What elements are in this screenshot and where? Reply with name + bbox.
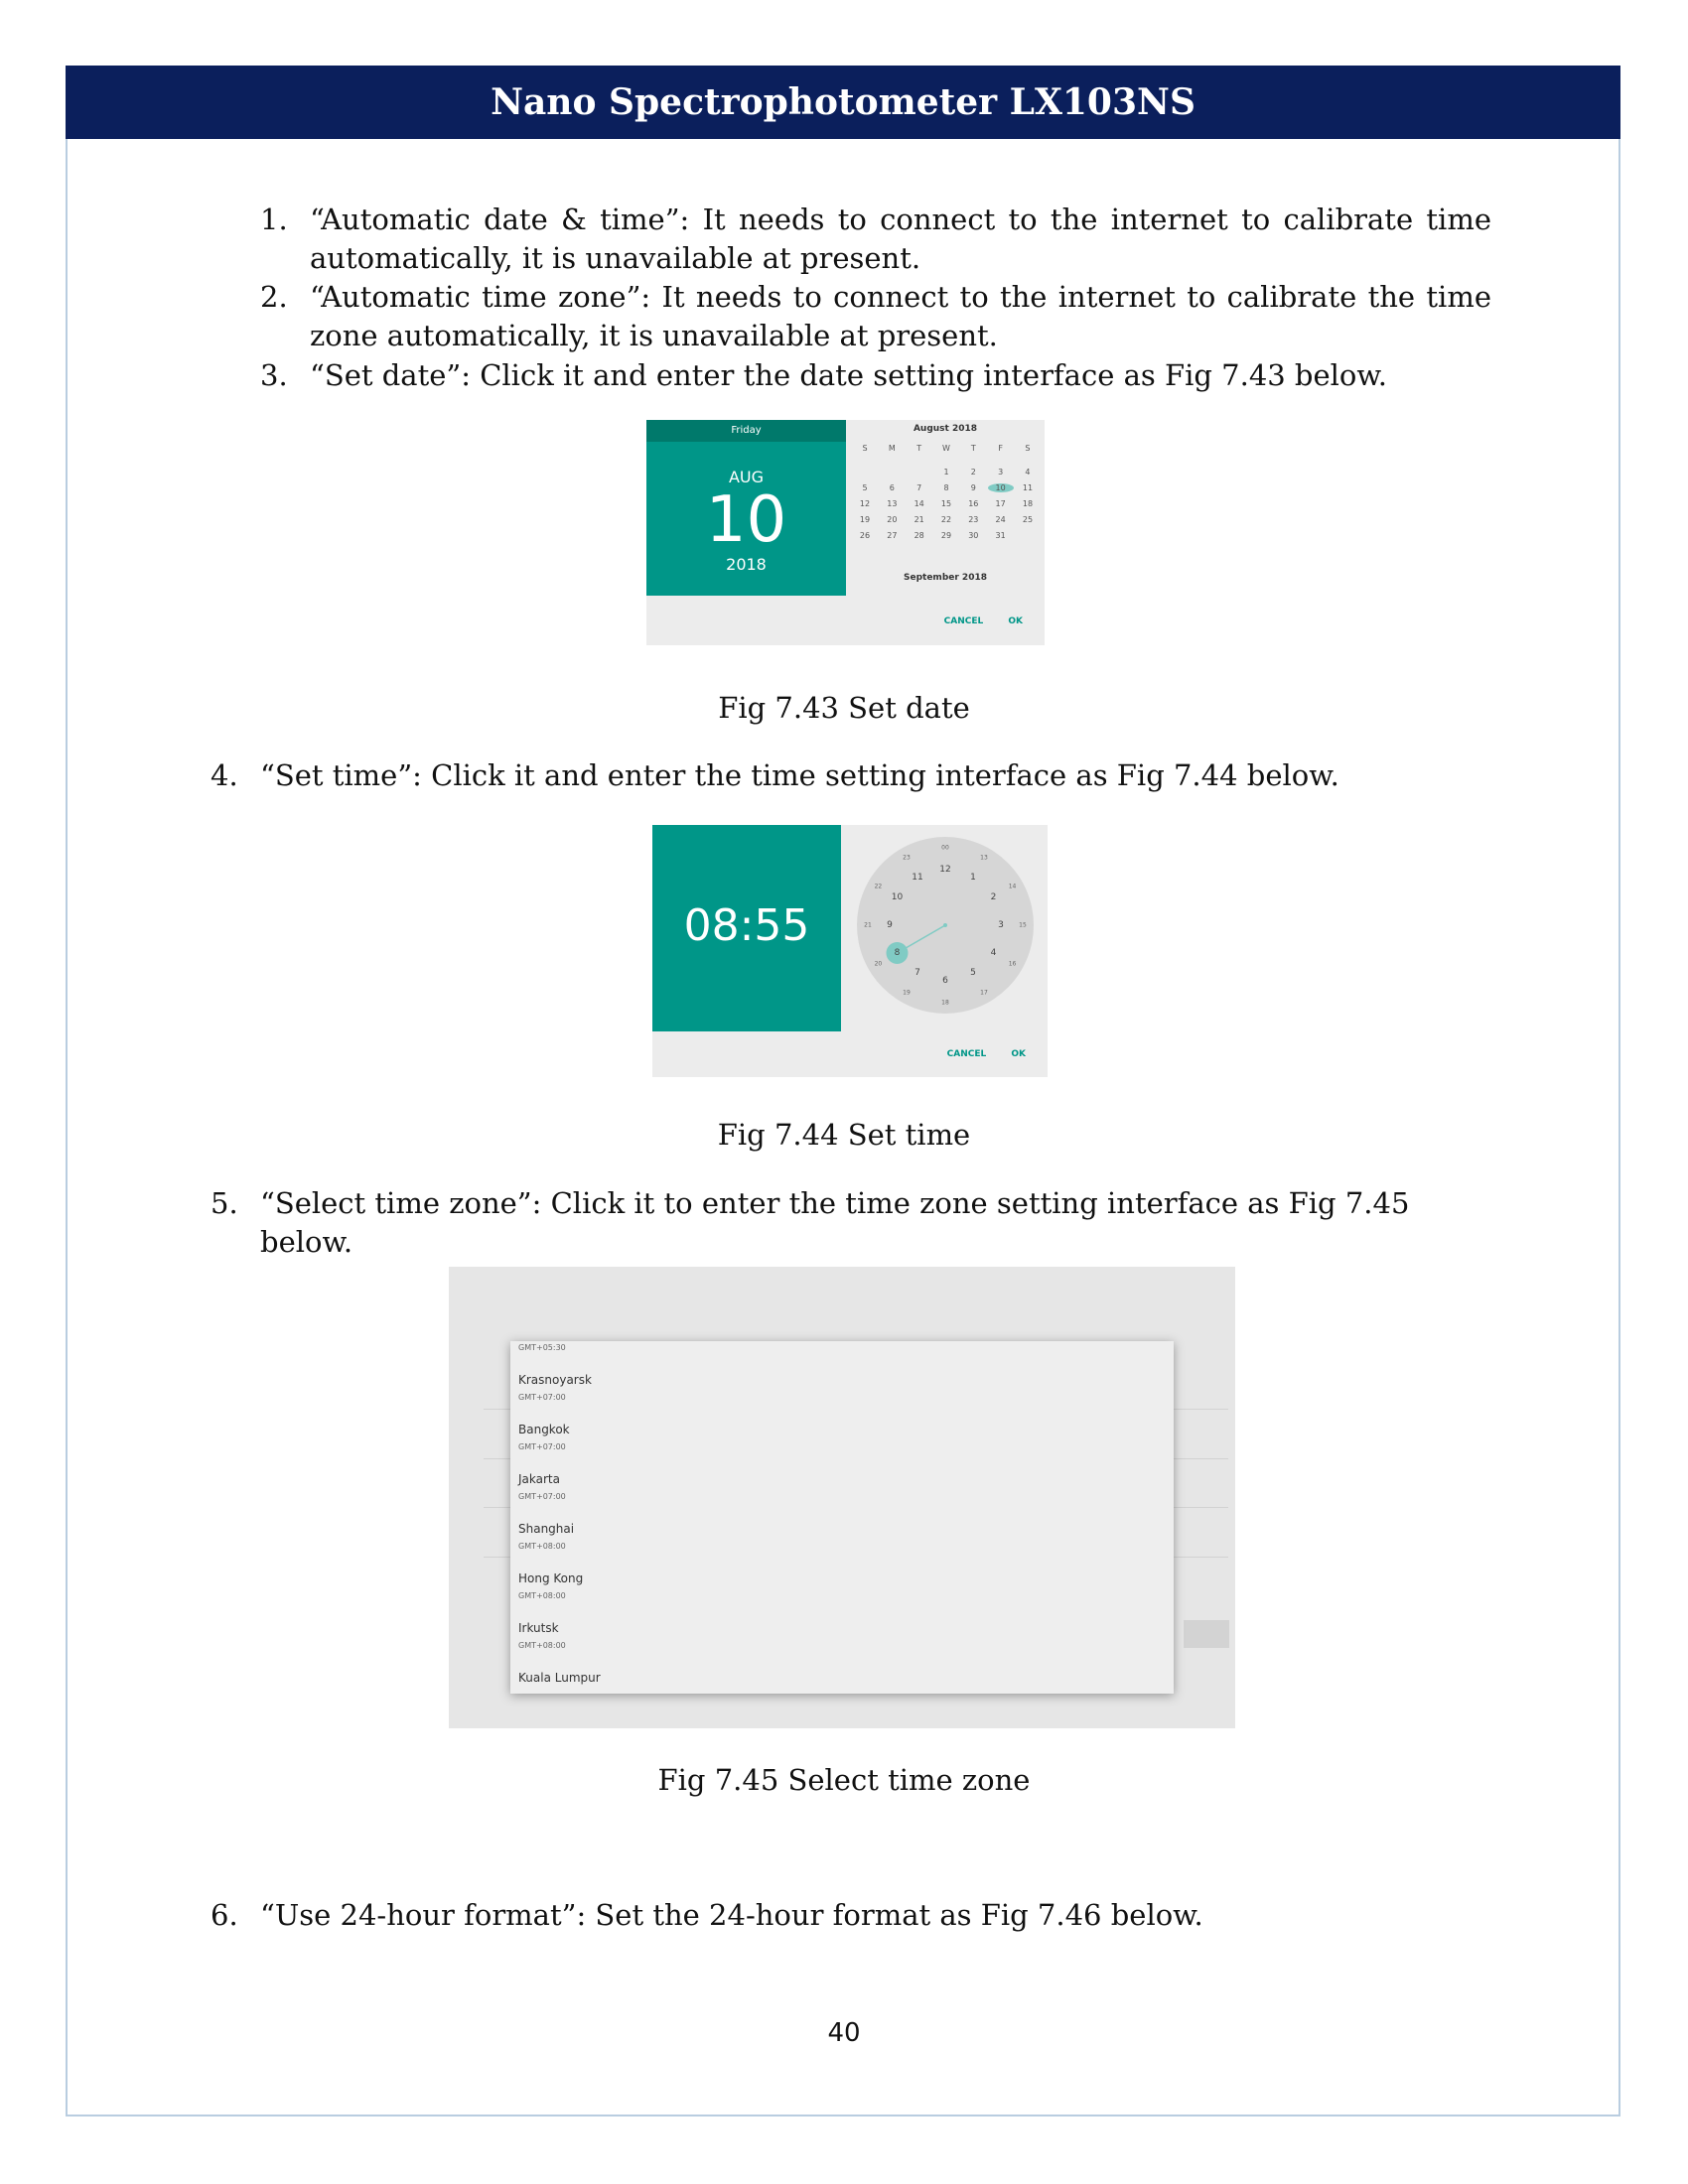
list-item (211, 756, 1491, 796)
date-picker-figure (646, 420, 1045, 645)
month-title: August 2018 (913, 424, 978, 434)
calendar-week-row (852, 531, 1041, 540)
weekday: M (888, 444, 896, 453)
time-zone-name[interactable]: Hong Kong (518, 1571, 584, 1585)
ok-button[interactable]: OK (1008, 616, 1023, 626)
calendar-day[interactable]: 31 (995, 531, 1006, 540)
calendar-week-row (852, 499, 1041, 508)
calendar-day[interactable]: 22 (940, 515, 952, 524)
clock-number[interactable]: 00 (941, 844, 949, 852)
clock-number[interactable]: 13 (980, 854, 988, 862)
calendar-grid (846, 420, 1045, 596)
clock-dial[interactable] (857, 837, 1034, 1014)
calendar-day (879, 468, 905, 477)
calendar-day[interactable]: 29 (940, 531, 952, 540)
calendar-day (1015, 531, 1041, 540)
calendar-day[interactable]: 4 (1025, 468, 1031, 477)
calendar-day[interactable]: 19 (859, 515, 871, 524)
cancel-button[interactable]: CANCEL (943, 616, 984, 626)
time-zone-offset: GMT+05:30 (518, 1343, 566, 1352)
clock-number[interactable]: 10 (891, 892, 904, 902)
calendar-day[interactable]: 8 (943, 483, 949, 492)
calendar-day[interactable]: 14 (914, 499, 924, 508)
clock-number[interactable]: 7 (914, 968, 920, 979)
calendar-week-row (852, 483, 1041, 492)
list-item-number: 1. (260, 203, 288, 236)
calendar-day[interactable]: 21 (914, 515, 924, 524)
day-number: 10 (705, 483, 787, 557)
calendar-day[interactable]: 18 (1022, 499, 1034, 508)
calendar-day[interactable]: 12 (859, 499, 871, 508)
weekday: W (942, 444, 950, 453)
clock-number[interactable]: 23 (903, 854, 911, 862)
weekday: T (970, 444, 976, 453)
calendar-day[interactable]: 13 (887, 499, 898, 508)
clock-number[interactable]: 17 (980, 989, 988, 997)
date-dialog-buttons (922, 616, 1023, 626)
list-item-text: “Automatic time zone”: It needs to connect to the internet to calibrate the time zone automatically, it is unavailable at present. (310, 280, 1491, 352)
list-item-number: 3. (260, 358, 288, 392)
clock-number[interactable]: 22 (874, 883, 883, 890)
calendar-week-row (852, 468, 1041, 477)
weekday: S (862, 444, 868, 453)
list-item-text: “Set date”: Click it and enter the date setting interface as Fig 7.43 below. (310, 358, 1387, 392)
clock-number[interactable]: 18 (941, 999, 949, 1007)
calendar-day[interactable]: 23 (968, 515, 979, 524)
time-zone-name[interactable]: Irkutsk (518, 1621, 559, 1635)
time-zone-name[interactable]: Jakarta (518, 1472, 560, 1486)
figure-caption: Fig 7.43 Set date (718, 691, 970, 725)
background-toggle (1184, 1620, 1229, 1648)
clock-number[interactable]: 1 (970, 872, 976, 883)
weekday: S (1025, 444, 1031, 453)
clock-number[interactable]: 14 (1008, 883, 1017, 890)
list-item (211, 1184, 1491, 1259)
calendar-day[interactable]: 28 (914, 531, 924, 540)
time-zone-list[interactable] (510, 1341, 1174, 1694)
calendar-day[interactable]: 15 (940, 499, 952, 508)
list-item-text: “Select time zone”: Click it to enter the time zone setting interface as Fig 7.45 below. (260, 1186, 1410, 1259)
cancel-button[interactable]: CANCEL (946, 1049, 987, 1059)
time-zone-name[interactable]: Bangkok (518, 1423, 570, 1436)
list-item (260, 356, 1491, 396)
clock-number[interactable]: 12 (939, 865, 951, 875)
figure-caption: Fig 7.44 Set time (717, 1118, 971, 1152)
calendar-day[interactable]: 6 (889, 483, 895, 492)
list-item (211, 1896, 1491, 1936)
list-item (260, 278, 1491, 357)
clock-number[interactable]: 16 (1008, 960, 1017, 968)
calendar-day[interactable]: 20 (887, 515, 898, 524)
calendar-day[interactable]: 7 (916, 483, 922, 492)
time-dialog-buttons (925, 1049, 1026, 1059)
list-item-number: 6. (211, 1898, 238, 1932)
weekday: F (998, 444, 1003, 453)
list-item-number: 2. (260, 280, 288, 314)
time-header-panel (652, 825, 841, 1031)
calendar-day[interactable]: 27 (887, 531, 898, 540)
calendar-day[interactable]: 17 (995, 499, 1006, 508)
time-zone-offset: GMT+08:00 (518, 1641, 566, 1650)
time-zone-name[interactable]: Krasnoyarsk (518, 1373, 592, 1387)
list-item (260, 201, 1491, 280)
list-item-number: 5. (211, 1186, 238, 1220)
clock-number[interactable]: 4 (990, 948, 997, 958)
ok-button[interactable]: OK (1011, 1049, 1026, 1059)
list-item-text: “Set time”: Click it and enter the time setting interface as Fig 7.44 below. (260, 758, 1339, 792)
clock-number[interactable]: 11 (912, 872, 923, 883)
weekday: T (916, 444, 922, 453)
calendar-day (852, 468, 878, 477)
clock-number[interactable]: 6 (942, 976, 948, 986)
time-zone-offset: GMT+08:00 (518, 1542, 566, 1551)
year-label: 2018 (726, 555, 767, 574)
list-item-text: “Use 24-hour format”: Set the 24-hour format as Fig 7.46 below. (260, 1898, 1203, 1932)
time-zone-name[interactable]: Shanghai (518, 1522, 575, 1536)
time-zone-offset: GMT+08:00 (518, 1591, 566, 1600)
calendar-week-row (852, 515, 1041, 524)
calendar-day[interactable]: 24 (995, 515, 1006, 524)
calendar-day (907, 468, 932, 477)
time-zone-offset: GMT+07:00 (518, 1492, 566, 1501)
time-zone-figure (449, 1267, 1235, 1728)
month-label: AUG (728, 468, 765, 486)
weekday-row (852, 444, 1041, 453)
clock-number[interactable]: 5 (970, 968, 976, 979)
clock-number[interactable]: 9 (887, 920, 893, 930)
list-item-text: “Automatic date & time”: It needs to connect to the internet to calibrate time automatically, it is unavailable at present. (310, 203, 1491, 275)
clock-number[interactable]: 2 (990, 892, 997, 902)
calendar-day[interactable]: 3 (998, 468, 1004, 477)
calendar-day[interactable]: 1 (943, 468, 949, 477)
page-number: 40 (827, 2018, 861, 2048)
calendar-day[interactable]: 2 (970, 468, 976, 477)
clock-number[interactable]: 8 (894, 948, 901, 958)
time-zone-offset: GMT+07:00 (518, 1393, 566, 1402)
calendar-day[interactable]: 25 (1022, 515, 1034, 524)
time-zone-offset: GMT+07:00 (518, 1442, 566, 1451)
calendar-day[interactable]: 9 (970, 483, 976, 492)
date-header-panel (646, 420, 846, 596)
time-display: 08:55 (683, 900, 810, 951)
clock-number[interactable]: 19 (903, 989, 911, 997)
clock-number[interactable]: 3 (998, 920, 1004, 930)
figure-caption: Fig 7.45 Select time zone (657, 1763, 1031, 1797)
clock-number[interactable]: 15 (1019, 921, 1027, 929)
list-item-number: 4. (211, 758, 238, 792)
next-month-title: September 2018 (904, 573, 987, 583)
page-header: Nano Spectrophotometer LX103NS (66, 66, 1620, 139)
calendar-day[interactable]: 11 (1022, 483, 1034, 492)
calendar-day[interactable]: 5 (862, 483, 868, 492)
calendar-day[interactable]: 10 (988, 483, 1014, 492)
time-picker-figure (652, 825, 1048, 1077)
day-name: Friday (646, 420, 846, 442)
clock-number[interactable]: 21 (864, 921, 872, 929)
calendar-day[interactable]: 16 (968, 499, 979, 508)
clock-number[interactable]: 20 (874, 960, 883, 968)
time-zone-name[interactable]: Kuala Lumpur (518, 1671, 601, 1685)
clock-hand (857, 837, 1034, 1014)
calendar-day[interactable]: 26 (859, 531, 871, 540)
calendar-day[interactable]: 30 (968, 531, 979, 540)
